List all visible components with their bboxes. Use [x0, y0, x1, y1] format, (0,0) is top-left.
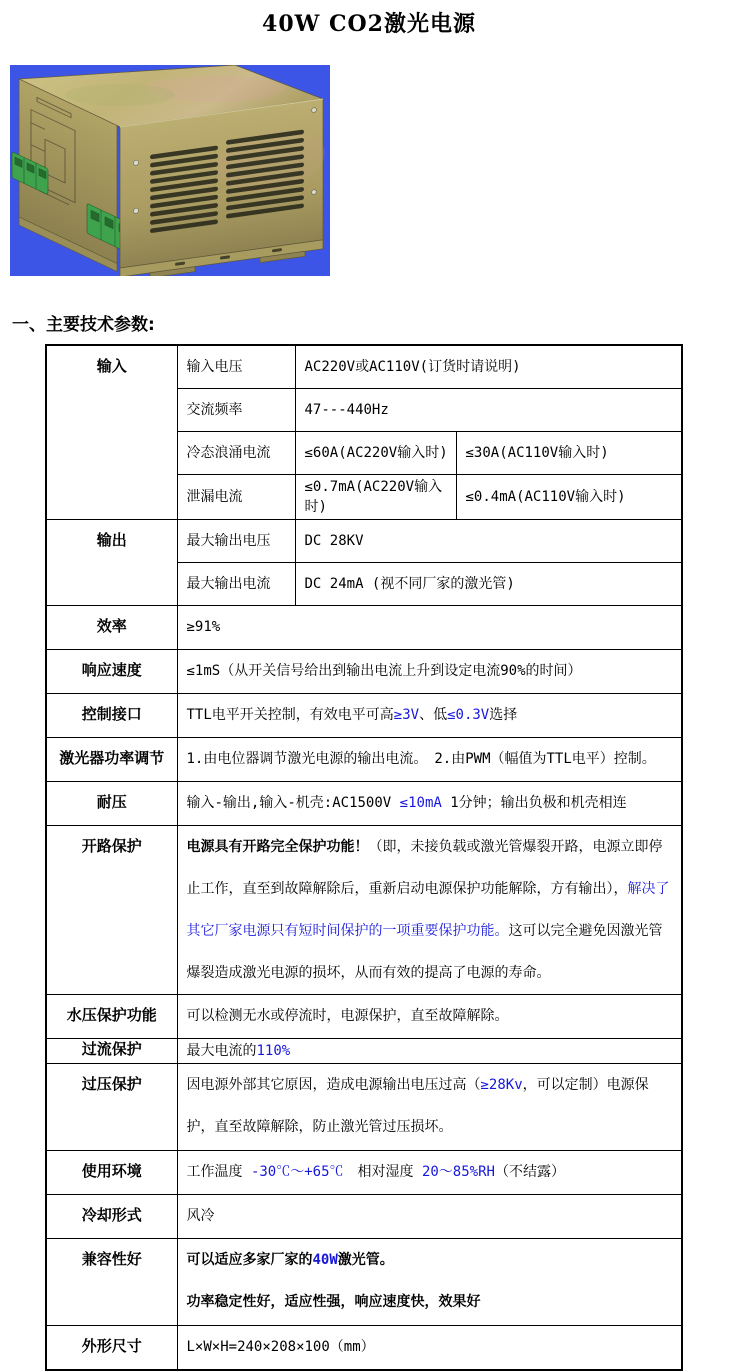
spec-label: 过流保护: [46, 1038, 177, 1063]
spec-text-segment: ，可以定制）电源保护，直至故障解除，防止激光管过压损坏。: [186, 1076, 649, 1135]
spec-cell: [177, 474, 295, 519]
spec-label: 效率: [46, 605, 177, 649]
spec-cell: [177, 737, 682, 781]
spec-text-segment: ≥3V: [393, 707, 420, 723]
product-photo: [10, 65, 330, 276]
spec-label: 过压保护: [46, 1063, 177, 1150]
spec-text-segment: ≤30A(AC110V输入时): [465, 444, 609, 461]
spec-cell: [456, 474, 682, 519]
spec-text-segment: AC220V或AC110V(订货时请说明): [304, 358, 521, 375]
spec-row: [46, 825, 682, 994]
spec-label: 激光器功率调节: [46, 737, 177, 781]
spec-text-segment: 解决了其它厂家电源只有短时间保护的一项重要保护功能。: [186, 880, 670, 939]
spec-cell: [177, 825, 682, 994]
spec-cell: [177, 649, 682, 693]
spec-row: [46, 649, 682, 693]
spec-text-segment: ≤1mS（从开关信号给出到输出电流上升到设定电流90%的时间）: [186, 663, 582, 679]
spec-row: [46, 1063, 682, 1150]
spec-text-segment: 输入电压: [186, 358, 243, 375]
spec-label: 响应速度: [46, 649, 177, 693]
spec-cell: [295, 519, 682, 562]
spec-row: [46, 781, 682, 825]
spec-text-segment: ≥28Kv: [480, 1076, 523, 1093]
spec-label: 水压保护功能: [46, 994, 177, 1038]
spec-text-segment: DC 28KV: [304, 532, 364, 549]
spec-cell: [177, 1325, 682, 1370]
spec-text-segment: 这可以完全避免因激光管爆裂造成激光电源的损坏，从而有效的提高了电源的寿命。: [186, 922, 663, 981]
page-title: 40W CO2激光电源: [262, 11, 476, 37]
spec-text-segment: ≤60A(AC220V输入时): [304, 444, 448, 461]
spec-row: [46, 519, 682, 562]
spec-cell: [177, 519, 295, 562]
spec-text-segment: 输入-输出,输入-机壳:AC1500V: [186, 795, 400, 811]
spec-cell: [177, 1238, 682, 1325]
spec-text-segment: ≤0.4mA(AC110V输入时): [465, 488, 626, 505]
spec-row: [46, 345, 682, 388]
spec-row: [46, 693, 682, 737]
spec-label: 兼容性好: [46, 1238, 177, 1325]
spec-text-segment: 最大输出电流: [186, 575, 271, 592]
spec-text-segment: 可以适应多家厂家的: [186, 1251, 313, 1268]
spec-label: 开路保护: [46, 825, 177, 994]
spec-text-segment: TTL电平开关控制，有效电平可高: [186, 707, 394, 723]
spec-text-segment: 电源具有开路完全保护功能！: [186, 838, 369, 855]
spec-cell: [177, 1150, 682, 1194]
spec-text-segment: DC 24mA (视不同厂家的激光管): [304, 575, 515, 592]
spec-cell: [177, 994, 682, 1038]
spec-text-segment: 1.由电位器调节激光电源的输出电流。: [186, 751, 421, 767]
section-heading: 一、主要技术参数:: [12, 315, 155, 335]
spec-text-segment: 工作温度: [186, 1164, 251, 1180]
spec-row: [46, 1325, 682, 1370]
spec-text-segment: （即，未接负载或激光管爆裂开路，电源立即停止工作，直至到故障解除后，重新启动电源保护功能解除，方有输出），: [186, 838, 663, 897]
spec-label: 耐压: [46, 781, 177, 825]
spec-cell: [456, 431, 682, 474]
spec-text-segment: 可以检测无水或停流时，电源保护，直至故障解除。: [186, 1008, 509, 1024]
spec-cell: [177, 605, 682, 649]
spec-row: [46, 1150, 682, 1194]
spec-text-segment: ≤10mA: [399, 795, 442, 811]
spec-text-segment: 40W: [312, 1251, 338, 1268]
spec-text-segment: 最大电流的: [186, 1042, 257, 1059]
spec-cell: [295, 431, 456, 474]
spec-label: 外形尺寸: [46, 1325, 177, 1370]
spec-text-segment: ≥91%: [186, 619, 221, 635]
spec-label: 输出: [46, 519, 177, 605]
spec-table: [45, 344, 683, 1371]
spec-text-segment: 最大输出电压: [186, 532, 271, 549]
spec-cell: [177, 345, 295, 388]
spec-text-segment: （不结露）: [494, 1164, 565, 1180]
spec-cell: [177, 562, 295, 605]
spec-cell: [295, 562, 682, 605]
spec-row: [46, 994, 682, 1038]
spec-row: [46, 737, 682, 781]
chassis-side-face: [120, 99, 325, 276]
spec-label: 控制接口: [46, 693, 177, 737]
spec-table-body: [46, 345, 682, 1370]
spec-text-segment: L×W×H=240×208×100（mm）: [186, 1339, 375, 1355]
spec-cell: [295, 345, 682, 388]
spec-row: [46, 1194, 682, 1238]
spec-text-segment: 110%: [256, 1042, 291, 1059]
spec-row: [46, 605, 682, 649]
spec-text-segment: 因电源外部其它原因，造成电源输出电压过高（: [186, 1076, 481, 1093]
spec-label: 输入: [46, 345, 177, 519]
spec-cell: [177, 693, 682, 737]
spec-text-segment: 泄漏电流: [186, 488, 243, 505]
spec-text-segment: 相对湿度: [343, 1164, 422, 1180]
spec-text-segment: 风冷: [186, 1208, 215, 1224]
spec-text-segment: 激光管。: [337, 1251, 394, 1268]
spec-text-segment: 交流频率: [186, 401, 243, 418]
spec-text-segment: 冷态浪涌电流: [186, 444, 271, 461]
spec-cell: [177, 1194, 682, 1238]
spec-text-segment: 选择: [489, 707, 518, 723]
spec-cell: [295, 474, 456, 519]
spec-cell: [177, 781, 682, 825]
spec-text-segment: 、低: [419, 707, 448, 723]
spec-text-segment: 1分钟；输出负极和机壳相连: [441, 795, 627, 811]
spec-cell: [177, 1063, 682, 1150]
spec-row: [46, 1238, 682, 1325]
spec-text-segment: ≤0.3V: [447, 707, 490, 723]
spec-cell: [177, 431, 295, 474]
spec-label: 使用环境: [46, 1150, 177, 1194]
spec-cell: [177, 1038, 682, 1063]
spec-cell: [177, 388, 295, 431]
spec-text-segment: ≤0.7mA(AC220V输入时): [304, 478, 443, 515]
spec-text-segment: -30℃～+65℃: [250, 1164, 344, 1180]
spec-row: [46, 1038, 682, 1063]
spec-label: 冷却形式: [46, 1194, 177, 1238]
spec-text-segment: 20～85%RH: [421, 1164, 495, 1180]
spec-text-segment: 47---440Hz: [304, 401, 389, 418]
spec-text-segment: 功率稳定性好，适应性强，响应速度快，效果好: [186, 1293, 481, 1310]
spec-text-segment: 2.由PWM（幅值为TTL电平）控制。: [420, 751, 656, 767]
spec-cell: [295, 388, 682, 431]
